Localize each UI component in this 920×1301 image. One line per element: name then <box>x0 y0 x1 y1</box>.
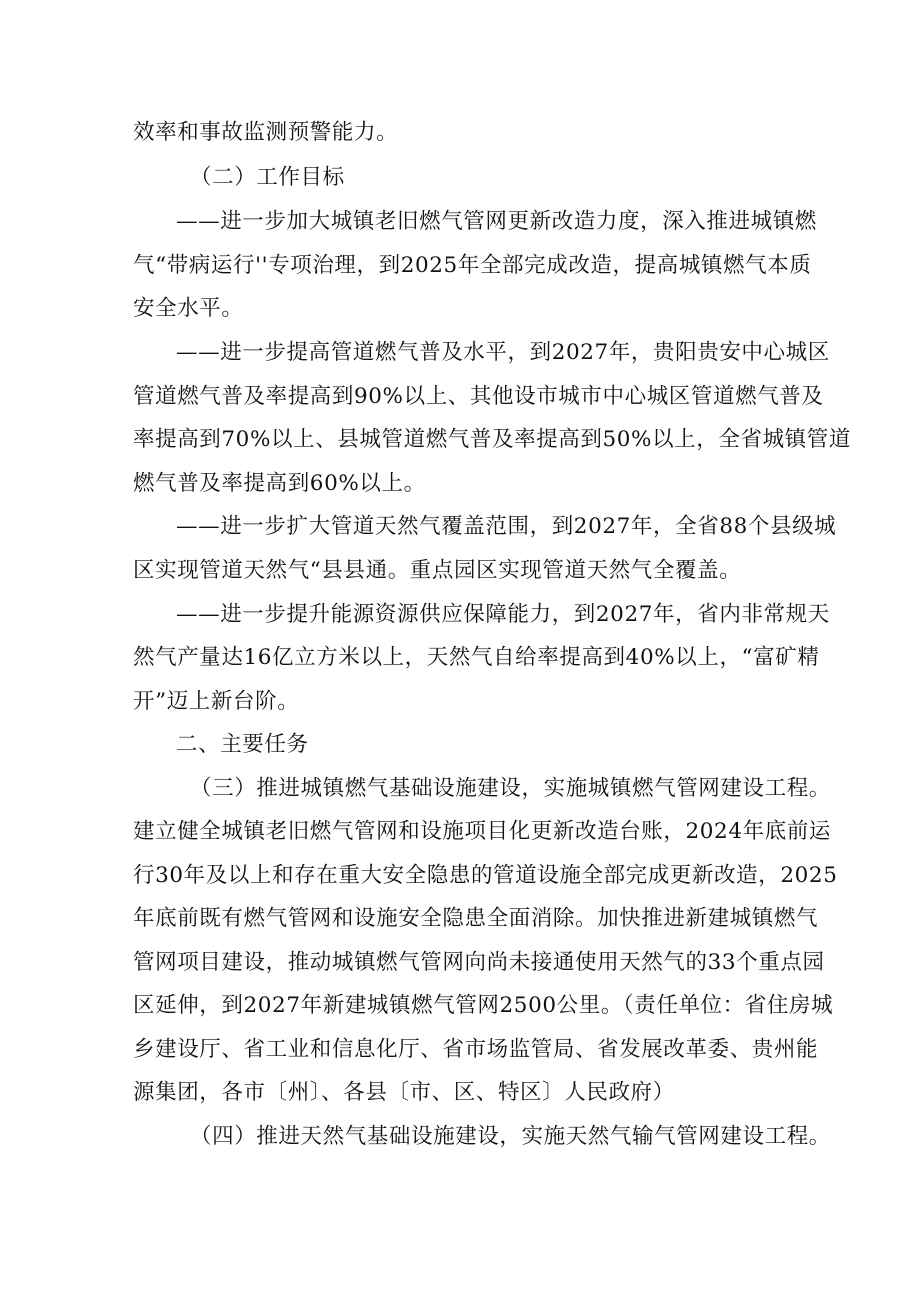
text-line: 年底前既有燃气管网和设施安全隐患全面消除。加快推进新建城镇燃气 <box>133 906 819 931</box>
subsection-heading: （四）推进天然气基础设施建设，实施天然气输气管网建设工程。 <box>190 1124 831 1149</box>
text-line: 开”迈上新台阶。 <box>133 689 300 714</box>
text-line: 乡建设厅、省工业和信息化厅、省市场监管局、省发展改革委、贵州能 <box>133 1037 819 1062</box>
text-line: ——进一步提升能源资源供应保障能力，到2027年，省内非常规天 <box>176 602 830 627</box>
text-line: 安全水平。 <box>133 296 244 321</box>
section-heading: （二）工作目标 <box>190 165 345 190</box>
text-line: 然气产量达16亿立方米以上，天然气自给率提高到40%以上，“富矿精 <box>133 645 820 670</box>
section-heading: 二、主要任务 <box>176 732 309 757</box>
text-line: 管道燃气普及率提高到90%以上、其他设市城市中心城区管道燃气普及 <box>133 384 824 409</box>
text-line: 燃气普及率提高到60%以上。 <box>133 471 426 496</box>
text-line: 行30年及以上和存在重大安全隐患的管道设施全部完成更新改造，2025 <box>133 863 838 888</box>
text-line: 管网项目建设，推动城镇燃气管网向尚未接通使用天然气的33个重点园 <box>133 950 825 975</box>
text-line: 效率和事故监测预警能力。 <box>133 120 399 145</box>
text-line: ——进一步提高管道燃气普及水平，到2027年，贵阳贵安中心城区 <box>176 340 830 365</box>
text-line: 区实现管道天然气“县县通。重点园区实现管道天然气全覆盖。 <box>133 558 742 583</box>
text-line: 区延伸，到2027年新建城镇燃气管网2500公里。（责任单位：省住房城 <box>133 993 834 1018</box>
subsection-heading: （三）推进城镇燃气基础设施建设，实施城镇燃气管网建设工程。 <box>190 776 831 801</box>
text-line: 建立健全城镇老旧燃气管网和设施项目化更新改造台账，2024年底前运 <box>133 819 832 844</box>
text-line: 气“带病运行''专项治理，到2025年全部完成改造，提高城镇燃气本质 <box>133 253 812 278</box>
text-line: ——进一步扩大管道天然气覆盖范围，到2027年，全省88个县级城 <box>176 514 837 539</box>
text-line: 源集团，各市〔州〕、各县〔市、区、特区〕人民政府） <box>133 1080 675 1105</box>
text-line: ——进一步加大城镇老旧燃气管网更新改造力度，深入推进城镇燃 <box>176 209 817 234</box>
text-line: 率提高到70%以上、县城管道燃气普及率提高到50%以上，全省城镇管道 <box>133 427 851 452</box>
